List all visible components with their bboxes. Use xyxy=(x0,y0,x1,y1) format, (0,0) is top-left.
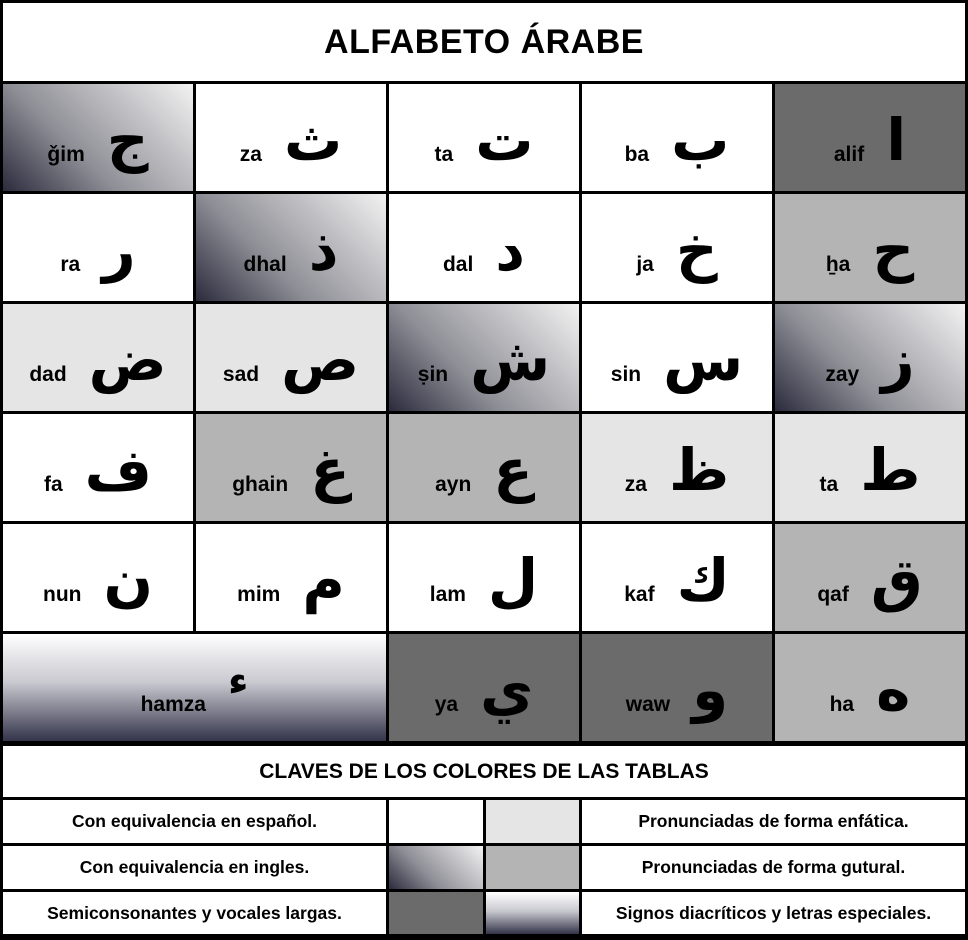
letter-name: dal xyxy=(442,252,474,276)
letter-cell xyxy=(582,194,772,301)
key-swatch-left xyxy=(389,800,483,843)
letter-name: ẖa xyxy=(825,252,851,276)
letter-cell xyxy=(3,194,193,301)
letter-cell xyxy=(389,304,579,411)
arabic-letter: ق xyxy=(870,545,923,614)
letter-name: hamza xyxy=(140,692,206,716)
arabic-letter: ج xyxy=(106,105,149,174)
letter-name: ṣin xyxy=(417,362,449,386)
arabic-letter: ا xyxy=(886,105,907,174)
arabic-letter: م xyxy=(302,545,345,614)
letter-cell xyxy=(389,194,579,301)
letter-cell xyxy=(389,524,579,631)
letter-name: zay xyxy=(825,362,860,386)
letter-cell xyxy=(582,304,772,411)
letter-name: ayn xyxy=(435,472,472,496)
arabic-letter: ح xyxy=(872,215,915,284)
letter-name: nun xyxy=(43,582,82,606)
letter-cell xyxy=(3,84,193,191)
arabic-letter: ب xyxy=(671,105,730,174)
arabic-letter: ط xyxy=(860,435,921,504)
letter-name: dad xyxy=(29,362,67,386)
letter-cell xyxy=(582,84,772,191)
letter-cell xyxy=(196,414,386,521)
letter-cell xyxy=(582,414,772,521)
letter-cell xyxy=(196,194,386,301)
letter-cell xyxy=(775,84,965,191)
key-swatch-left xyxy=(389,892,483,934)
letter-name: dhal xyxy=(243,252,287,276)
arabic-letter: ض xyxy=(88,325,167,394)
letter-cell xyxy=(775,634,965,741)
letter-cell xyxy=(3,524,193,631)
letter-cell xyxy=(775,304,965,411)
arabic-letter: ز xyxy=(881,325,915,394)
arabic-letter: ذ xyxy=(308,215,339,284)
letter-name: ta xyxy=(819,472,839,496)
letter-name: sad xyxy=(222,362,260,386)
arabic-letter: ي xyxy=(480,655,534,724)
letter-name: ha xyxy=(829,692,855,716)
letter-name: waw xyxy=(625,692,671,716)
key-label-right: Pronunciadas de forma gutural. xyxy=(582,846,965,889)
arabic-letter: ء xyxy=(227,657,249,704)
letter-name: ja xyxy=(636,252,654,276)
arabic-letter: ر xyxy=(102,215,136,284)
letter-name: ǧim xyxy=(47,142,85,166)
letter-cell xyxy=(389,414,579,521)
letter-cell xyxy=(196,524,386,631)
arabic-letter: ن xyxy=(103,545,153,614)
arabic-letter: ك xyxy=(676,545,730,614)
letter-cell xyxy=(582,634,772,741)
key-swatch-right xyxy=(486,800,579,843)
letter-cell xyxy=(389,634,579,741)
letter-name: mim xyxy=(237,582,281,606)
key-swatch-right xyxy=(486,846,579,889)
key-label-left: Semiconsonantes y vocales largas. xyxy=(3,892,386,934)
arabic-letter: خ xyxy=(675,215,718,284)
letter-cell xyxy=(3,414,193,521)
letter-name: sin xyxy=(610,362,642,386)
arabic-letter: ل xyxy=(487,545,539,614)
arabic-letter: ت xyxy=(475,105,534,174)
arabic-letter: ص xyxy=(281,325,360,394)
letter-name: ba xyxy=(624,142,650,166)
letter-cell xyxy=(775,524,965,631)
arabic-letter: ه xyxy=(876,655,911,724)
letter-cell xyxy=(196,304,386,411)
arabic-letter: د xyxy=(495,215,526,284)
arabic-letter: ش xyxy=(470,325,551,394)
letter-name: qaf xyxy=(817,582,849,606)
letter-cell xyxy=(582,524,772,631)
letter-name: ghain xyxy=(232,472,289,496)
letter-cell xyxy=(196,84,386,191)
page-title: ALFABETO ÁRABE xyxy=(3,3,965,81)
arabic-letter: س xyxy=(663,325,744,394)
arabic-letter: ظ xyxy=(668,435,730,504)
key-label-left: Con equivalencia en español. xyxy=(3,800,386,843)
letter-name: za xyxy=(239,142,262,166)
key-label-right: Signos diacríticos y letras especiales. xyxy=(582,892,965,934)
keys-title: CLAVES DE LOS COLORES DE LAS TABLAS xyxy=(3,746,965,797)
letter-cell xyxy=(775,194,965,301)
key-label-right: Pronunciadas de forma enfática. xyxy=(582,800,965,843)
key-swatch-right xyxy=(486,892,579,934)
letter-name: ra xyxy=(60,252,81,276)
letter-cell xyxy=(389,84,579,191)
letter-name: ta xyxy=(434,142,454,166)
arabic-letter: و xyxy=(692,655,729,724)
arabic-letter: ف xyxy=(84,435,153,504)
letter-name: kaf xyxy=(624,582,655,606)
key-label-left: Con equivalencia en ingles. xyxy=(3,846,386,889)
key-swatch-left xyxy=(389,846,483,889)
letter-name: alif xyxy=(833,142,865,166)
arabic-letter: ع xyxy=(493,435,533,504)
letter-name: za xyxy=(624,472,647,496)
arabic-letter: ث xyxy=(283,105,343,174)
letter-cell xyxy=(3,304,193,411)
letter-name: lam xyxy=(429,582,466,606)
letter-name: fa xyxy=(43,472,63,496)
letter-cell xyxy=(775,414,965,521)
letter-name: ya xyxy=(434,692,459,716)
letter-cell xyxy=(3,634,386,741)
arabic-letter: غ xyxy=(310,435,350,504)
